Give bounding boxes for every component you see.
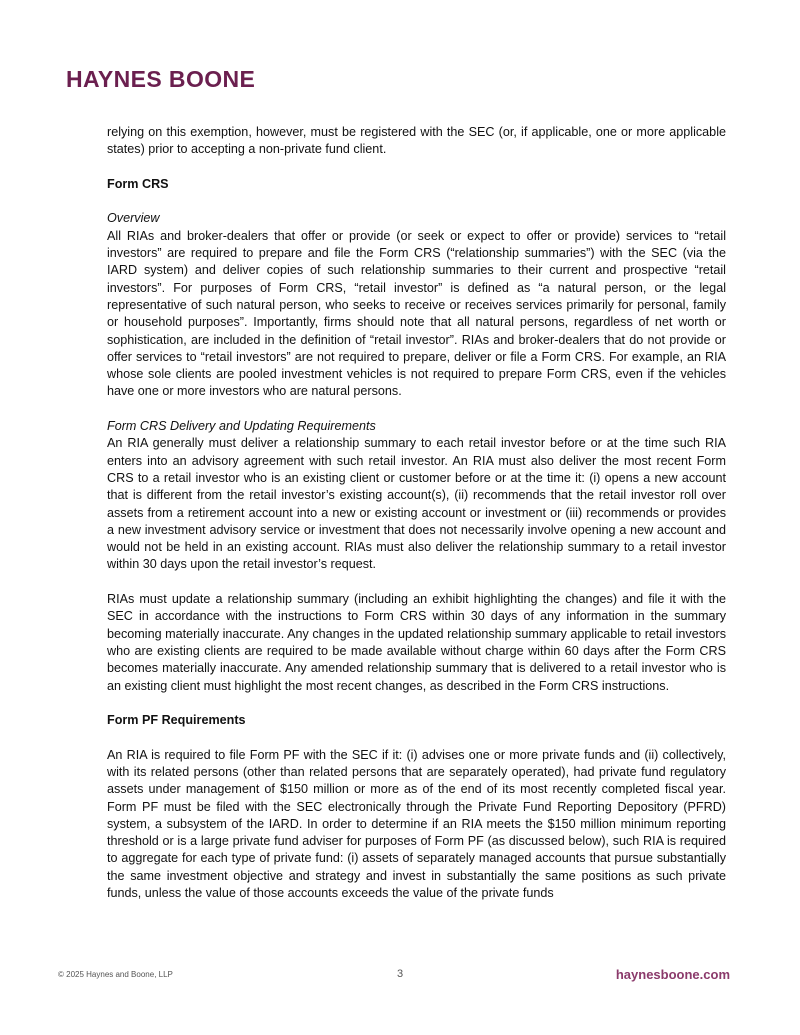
section-heading-form-crs: Form CRS [107, 176, 169, 191]
page-number: 3 [396, 968, 404, 980]
overview-block [107, 210, 726, 400]
footer-copyright: © 2025 Haynes and Boone, LLP [58, 970, 173, 979]
firm-logo: HAYNES BOONE [66, 66, 256, 92]
form-pf-paragraph: An RIA is required to file Form PF with the SEC if it: (i) advises one or more private funds and (ii) collectively, with its related persons (other than related persons that are separately operated), had private fund regulatory assets under management of $150 million or more as of the end of its most recently completed fiscal year. Form PF must be filed with the SEC electronically through the Private Fund Reporting Depository (PFRD) system, a subsystem of the IARD. In order to determine if an RIA meets the $150 million minimum reporting threshold or is a large private fund adviser for purposes of Form PF (as discussed below), such RIA is required to aggregate for each type of private fund: (i) assets of separately managed accounts that pursue substantially the same investment objective and strategy and invest in substantially the same positions as such private funds, unless the value of those accounts exceeds the value of the private funds [107, 747, 726, 901]
footer-website: haynesboone.com [615, 967, 730, 982]
update-paragraph: RIAs must update a relationship summary (including an exhibit highlighting the changes) and file it with the SEC in accordance with the instructions to Form CRS within 30 days of any information in the summary becoming materially inaccurate. Any changes in the updated relationship summary applicable to retail investors who are existing clients are required to be made available without charge within 60 days after the Form CRS becomes materially inaccurate. Any amended relationship summary that is delivered to a retail investor who is an existing client must highlight the most recent changes, as described in the Form CRS instructions. [107, 592, 726, 693]
intro-paragraph: relying on this exemption, however, must be registered with the SEC (or, if applicable, one or more applicable states) prior to accepting a non-private fund client. [107, 125, 726, 157]
delivery-paragraph: An RIA generally must deliver a relationship summary to each retail investor before or at the time such RIA enters into an advisory agreement with such retail investor. An RIA must also deliver the most recent Form CRS to a retail investor who is an existing client or customer before or at the time it: (i) opens a new account that is different from the retail investor’s existing account(s), (ii) recommends that the retail investor roll over assets from a retirement account into a new or existing account or investment or (iii) recommends or provides a new investment advisory service or investment that does not necessarily involve opening a new account and would not be held in an existing account. RIAs must also deliver the relationship summary to a retail investor within 30 days upon the retail investor’s request. [107, 436, 726, 572]
overview-paragraph: All RIAs and broker-dealers that offer or provide (or seek or expect to offer or provide) services to “retail investors” are required to prepare and file the Form CRS (“relationship summaries”) with the SEC (via the IARD system) and deliver copies of such relationship summaries to their current and prospective “retail investors”. For purposes of Form CRS, “retail investor” is defined as “a natural person, or the legal representative of such natural person, who seeks to receive or receives services primarily for personal, family or household purposes”. Importantly, firms should note that all natural persons, regardless of net worth or sophistication, are included in the definition of “retail investor”. RIAs and broker-dealers that do not provide or offer services to “retail investors” are not required to prepare, deliver or file a Form CRS. For example, an RIA whose sole clients are pooled investment vehicles is not required to prepare Form CRS, even if the vehicles have one or more investors who are natural persons. [107, 228, 726, 399]
subheading-overview: Overview [107, 211, 160, 226]
delivery-block [107, 418, 726, 574]
subheading-delivery: Form CRS Delivery and Updating Requirements [107, 419, 376, 434]
section-heading-form-pf: Form PF Requirements [107, 713, 246, 728]
page-body [107, 124, 726, 920]
